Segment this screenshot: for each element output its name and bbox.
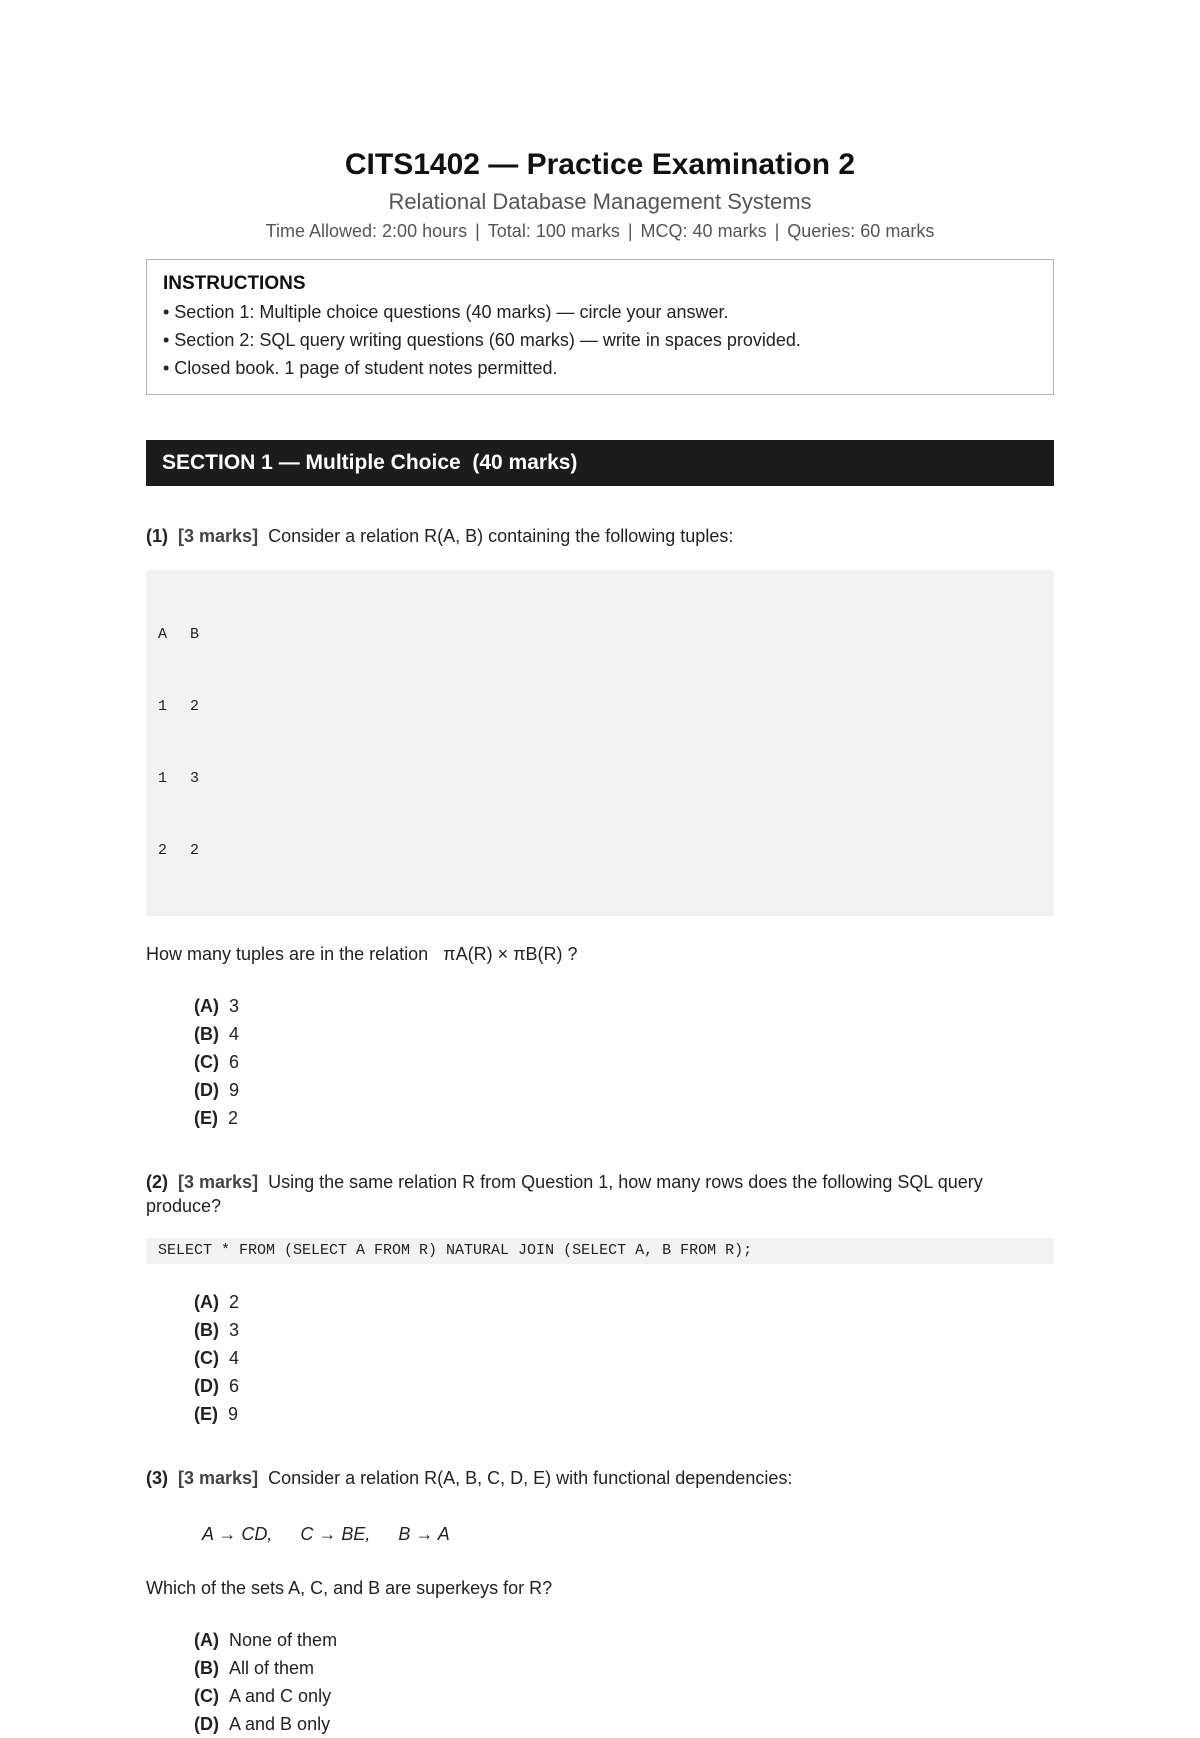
tuple-row (158, 767, 1042, 791)
option-text: 9 (228, 1404, 239, 1424)
question-3-options (146, 1626, 1054, 1738)
option-letter: (C) (194, 1052, 219, 1072)
option-text: None of them (229, 1630, 338, 1650)
option-text: 2 (228, 1108, 239, 1128)
question-2 (146, 1170, 1054, 1428)
option-letter: (A) (194, 996, 219, 1016)
option-letter: (E) (194, 1108, 218, 1128)
instruction-item: • Closed book. 1 page of student notes permitted. (163, 358, 558, 378)
column-header-a: A (158, 626, 168, 643)
question-marks: [3 marks] (178, 1468, 259, 1488)
tuple-cell: 3 (190, 770, 200, 787)
tuple-cell: 1 (158, 698, 168, 715)
option-letter: (E) (194, 1404, 218, 1424)
sql-query-block: SELECT * FROM (SELECT A FROM R) NATURAL JOIN (SELECT A, B FROM R); (146, 1238, 1054, 1264)
question-text: Consider a relation R(A, B) containing the following tuples: (268, 526, 734, 546)
meta-separator: | (475, 221, 480, 241)
option-text: 6 (229, 1376, 240, 1396)
answer-option[interactable] (194, 1654, 1054, 1682)
answer-option[interactable] (194, 1288, 1054, 1316)
question-number: (3) (146, 1468, 168, 1488)
answer-option[interactable] (194, 1048, 1054, 1076)
question-1 (146, 524, 1054, 1132)
tuple-cell: 2 (190, 698, 200, 715)
meta-separator: | (774, 221, 780, 241)
option-text: 9 (229, 1080, 240, 1100)
question-3 (146, 1466, 1054, 1738)
question-marks: [3 marks] (178, 526, 259, 546)
option-letter: (B) (194, 1024, 219, 1044)
tuple-row (158, 839, 1042, 863)
option-letter: (B) (194, 1320, 219, 1340)
section-1-header: SECTION 1 — Multiple Choice (40 marks) (146, 440, 1054, 486)
answer-option[interactable] (194, 1400, 1054, 1428)
tuple-cell: 1 (158, 770, 168, 787)
meta-mcq: MCQ: 40 marks (640, 221, 767, 241)
question-3-followup: Which of the sets A, C, and B are superkeys for R? (146, 1578, 553, 1598)
tuple-cell: 2 (158, 842, 168, 859)
answer-option[interactable] (194, 1626, 1054, 1654)
tuple-table (146, 570, 1054, 916)
option-letter: (D) (194, 1714, 219, 1734)
option-text: All of them (229, 1658, 315, 1678)
question-text: Using the same relation R from Question 1, how many rows does the following SQL query produce? (146, 1172, 983, 1216)
question-marks: [3 marks] (178, 1172, 259, 1192)
answer-option[interactable] (194, 1020, 1054, 1048)
option-text: 4 (229, 1348, 240, 1368)
answer-option[interactable] (194, 1682, 1054, 1710)
meta-queries: Queries: 60 marks (787, 221, 935, 241)
instructions-heading: INSTRUCTIONS (163, 273, 306, 294)
option-text: 6 (229, 1052, 240, 1072)
question-3-prompt (146, 1466, 1054, 1490)
meta-time: Time Allowed: 2:00 hours (265, 221, 468, 241)
question-number: (1) (146, 526, 168, 546)
functional-dependency: A → CD, (202, 1524, 273, 1544)
instructions-box (146, 259, 1054, 395)
option-text: 4 (229, 1024, 240, 1044)
tuple-cell: 2 (190, 842, 200, 859)
option-text: A and B only (229, 1714, 331, 1734)
instruction-item: • Section 2: SQL query writing questions (60 marks) — write in spaces provided. (163, 330, 801, 350)
option-letter: (D) (194, 1080, 219, 1100)
functional-dependencies (146, 1522, 1054, 1546)
option-text: 3 (229, 996, 240, 1016)
option-letter: (C) (194, 1686, 219, 1706)
tuple-table-header (158, 623, 1042, 647)
functional-dependency: B → A (398, 1524, 450, 1544)
answer-option[interactable] (194, 1104, 1054, 1132)
instruction-item: • Section 1: Multiple choice questions (40 marks) — circle your answer. (163, 302, 729, 322)
question-1-followup: How many tuples are in the relation πA(R) × πB(R) ? (146, 944, 578, 964)
option-letter: (B) (194, 1658, 219, 1678)
answer-option[interactable] (194, 1344, 1054, 1372)
question-2-options (146, 1288, 1054, 1428)
column-header-b: B (190, 626, 200, 643)
answer-option[interactable] (194, 1076, 1054, 1104)
meta-separator: | (627, 221, 633, 241)
functional-dependency: C → BE, (300, 1524, 371, 1544)
answer-option[interactable] (194, 992, 1054, 1020)
option-letter: (A) (194, 1292, 219, 1312)
page-subtitle: Relational Database Management Systems (388, 189, 812, 214)
question-1-prompt (146, 524, 1054, 548)
option-text: 2 (229, 1292, 240, 1312)
meta-total: Total: 100 marks (487, 221, 620, 241)
option-letter: (A) (194, 1630, 219, 1650)
answer-option[interactable] (194, 1710, 1054, 1738)
exam-meta (146, 217, 1054, 245)
page-title: CITS1402 — Practice Examination 2 (344, 148, 856, 181)
tuple-row (158, 695, 1042, 719)
option-letter: (D) (194, 1376, 219, 1396)
question-2-prompt (146, 1170, 1054, 1218)
question-number: (2) (146, 1172, 168, 1192)
option-text: A and C only (229, 1686, 332, 1706)
option-text: 3 (229, 1320, 240, 1340)
question-1-options (146, 992, 1054, 1132)
answer-option[interactable] (194, 1372, 1054, 1400)
question-text: Consider a relation R(A, B, C, D, E) with functional dependencies: (268, 1468, 793, 1488)
option-letter: (C) (194, 1348, 219, 1368)
answer-option[interactable] (194, 1316, 1054, 1344)
